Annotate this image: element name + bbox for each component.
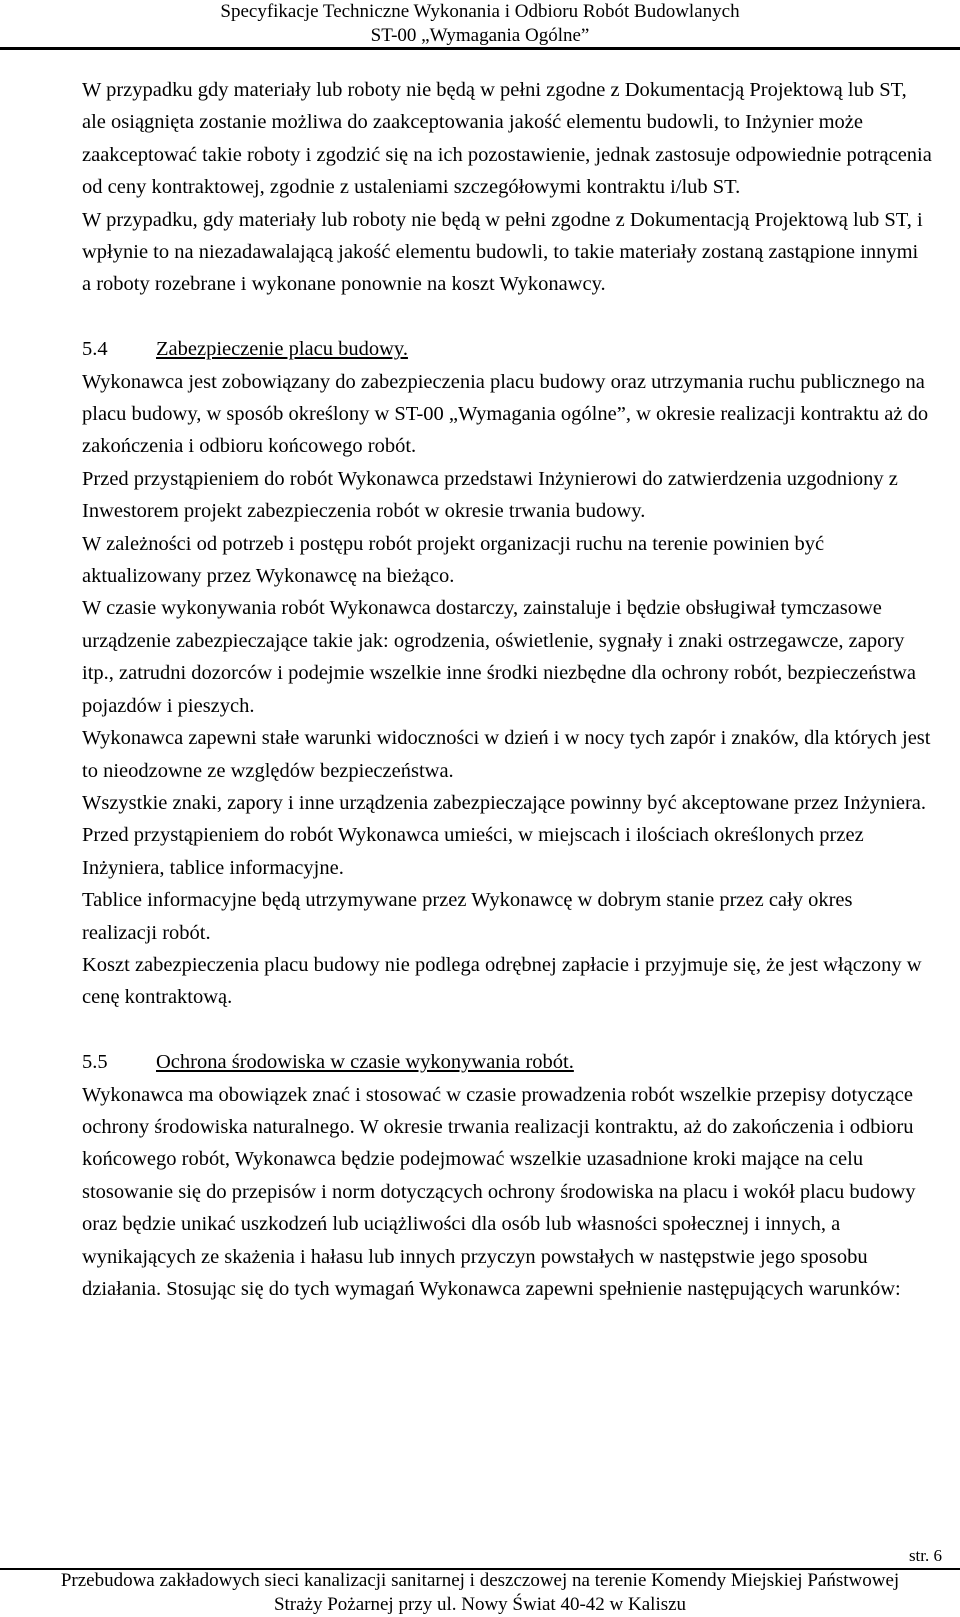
document-body [82, 74, 932, 1305]
section-number: 5.4 [82, 338, 108, 361]
section-title: Zabezpieczenie placu budowy. [156, 338, 408, 361]
page-footer [0, 1569, 960, 1617]
paragraph: W przypadku gdy materiały lub roboty nie będą w pełni zgodne z Dokumentacją Projektową lub ST, ale osiągnięta zostanie możliwa do zaakceptowania jakość elementu budowli, to Inżynier może zaakceptować takie roboty i zgodzić się na ich pozostawienie, jednak zastosuje odpowiednie potrącenia od ceny kontraktowej, zgodnie z ustaleniami szczegółowymi kontraktu i/lub ST. [82, 79, 932, 199]
spacer [82, 1014, 932, 1046]
header-divider [0, 47, 960, 50]
paragraph: W zależności od potrzeb i postępu robót projekt organizacji ruchu na terenie powinien być aktualizowany przez Wykonawcę na bieżąco. [82, 532, 825, 588]
paragraph: Przed przystąpieniem do robót Wykonawca przedstawi Inżynierowi do zatwierdzenia uzgodniony z Inwestorem projekt zabezpieczenia robót w okresie trwania budowy. [82, 467, 898, 523]
paragraph: Koszt zabezpieczenia placu budowy nie podlega odrębnej zapłacie i przyjmuje się, że jest włączony w cenę kontraktową. [82, 953, 922, 1009]
section-heading-5-5 [82, 1046, 932, 1078]
section-heading-5-4 [82, 333, 932, 365]
footer-line: Straży Pożarnej przy ul. Nowy Świat 40-42 w Kaliszu [273, 1594, 687, 1615]
footer-line: Przebudowa zakładowych sieci kanalizacji sanitarnej i deszczowej na terenie Komendy Miejskiej Państwowej [60, 1570, 900, 1591]
paragraph: Wszystkie znaki, zapory i inne urządzenia zabezpieczające powinny być akceptowane przez Inżyniera. [82, 791, 927, 814]
section-title: Ochrona środowiska w czasie wykonywania robót. [156, 1051, 574, 1074]
header-title: Specyfikacje Techniczne Wykonania i Odbioru Robót Budowlanych [220, 1, 740, 22]
header-subtitle: ST-00 „Wymagania Ogólne” [370, 25, 590, 46]
paragraph: W czasie wykonywania robót Wykonawca dostarczy, zainstaluje i będzie obsługiwał tymczasowe urządzenie zabezpieczające takie jak: ogrodzenia, oświetlenie, sygnały i znaki ostrzegawcze, zapory itp., zatrudni dozorców i podejmie wszelkie inne środki niezbędne dla ochrony robót, bezpieczeństwa pojazdów i pieszych. [82, 597, 916, 717]
page-number: str. 6 [908, 1546, 942, 1565]
paragraph: Wykonawca zapewni stałe warunki widoczności w dzień i w nocy tych zapór i znaków, dla których jest to nieodzowne ze względów bezpieczeństwa. [82, 727, 931, 782]
paragraph: Przed przystąpieniem do robót Wykonawca umieści, w miejscach i ilościach określonych przez Inżyniera, tablice informacyjne. [82, 824, 864, 879]
section-number: 5.5 [82, 1051, 108, 1074]
paragraph: Tablice informacyjne będą utrzymywane przez Wykonawcę w dobrym stanie przez cały okres realizacji robót. [82, 889, 853, 944]
paragraph: Wykonawca jest zobowiązany do zabezpieczenia placu budowy oraz utrzymania ruchu publicznego na placu budowy, w sposób określony w ST-00 „Wymagania ogólne”, w okresie realizacji kontraktu aż do zakończenia i odbioru końcowego robót. [82, 370, 929, 458]
page-header [0, 0, 960, 48]
paragraph: W przypadku, gdy materiały lub roboty nie będą w pełni zgodne z Dokumentacją Projektową lub ST, i wpłynie to na niezadawalającą jakość elementu budowli, to takie materiały zostaną zastąpione innymi a roboty rozebrane i wykonane ponownie na koszt Wykonawcy. [82, 208, 923, 296]
spacer [82, 301, 932, 333]
paragraph: Wykonawca ma obowiązek znać i stosować w czasie prowadzenia robót wszelkie przepisy dotyczące ochrony środowiska naturalnego. W okresie trwania realizacji kontraktu, aż do zakończenia i odbioru końcowego robót, Wykonawca będzie podejmować wszelkie uzasadnione kroki mające na celu stosowanie się do przepisów i norm dotyczących ochrony środowiska na placu i wokół placu budowy oraz będzie unikać uszkodzeń lub uciążliwości dla osób lub własności społecznej i innych, a wynikających ze skażenia i hałasu lub innych przyczyn powstałych w następstwie jego sposobu działania. Stosując się do tych wymagań Wykonawca zapewni spełnienie następujących warunków: [82, 1083, 916, 1300]
